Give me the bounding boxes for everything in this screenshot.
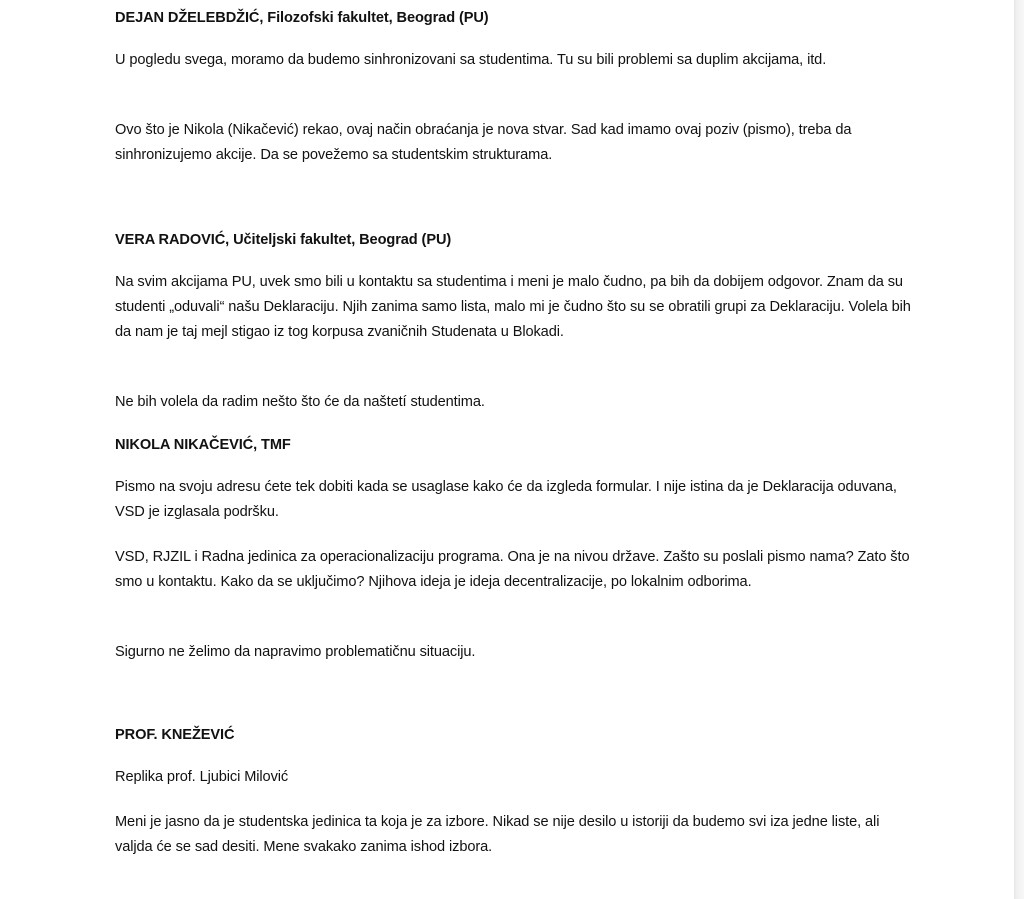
page-edge-shadow [1014, 0, 1024, 899]
paragraph: Ne bih volela da radim nešto što će da naštetí studentima. [115, 394, 485, 410]
speaker-heading: NIKOLA NIKAČEVIĆ, TMF [115, 437, 291, 453]
paragraph: Meni je jasno da je studentska jedinica ta koja je za izbore. Nikad se nije desilo u istoriji da budemo svi iza jedne liste, ali valjda će se sad desiti. Mene svakako zanima ishod izbora. [115, 814, 880, 855]
paragraph: Ovo što je Nikola (Nikačević) rekao, ovaj način obraćanja je nova stvar. Sad kad imamo ovaj poziv (pismo), treba da sinhronizujemo akcije. Da se povežemo sa studentskim strukturama. [115, 122, 852, 163]
paragraph: U pogledu svega, moramo da budemo sinhronizovani sa studentima. Tu su bili problemi sa duplim akcijama, itd. [115, 52, 827, 68]
speaker-heading: PROF. KNEŽEVIĆ [115, 727, 235, 743]
paragraph: Replika prof. Ljubici Milović [115, 769, 289, 785]
paragraph: Sigurno ne želimo da napravimo problematičnu situaciju. [115, 644, 476, 660]
paragraph: Pismo na svoju adresu ćete tek dobiti kada se usaglase kako će da izgleda formular. I nije istina da je Deklaracija oduvana, VSD je izglasala podršku. [115, 479, 897, 520]
paragraph: VSD, RJZIL i Radna jedinica za operacionalizaciju programa. Ona je na nivou države. Zašto su poslali pismo nama? Zato što smo u kontaktu. Kako da se uključimo? Njihova ideja je ideja decentralizacije, po lokalnim odborima. [115, 549, 910, 590]
speaker-heading: VERA RADOVIĆ, Učiteljski fakultet, Beograd (PU) [115, 232, 452, 248]
paragraph: Na svim akcijama PU, uvek smo bili u kontaktu sa studentima i meni je malo čudno, pa bih da dobijem odgovor. Znam da su studenti „oduvali“ našu Deklaraciju. Njih zanima samo lista, malo mi je čudno što su se obratili grupi za Deklaraciju. Volela bih da nam je taj mejl stigao iz tog korpusa zvaničnih Studenata u Blokadi. [115, 274, 911, 340]
speaker-heading: DEJAN DŽELEBDŽIĆ, Filozofski fakultet, Beograd (PU) [115, 10, 489, 26]
